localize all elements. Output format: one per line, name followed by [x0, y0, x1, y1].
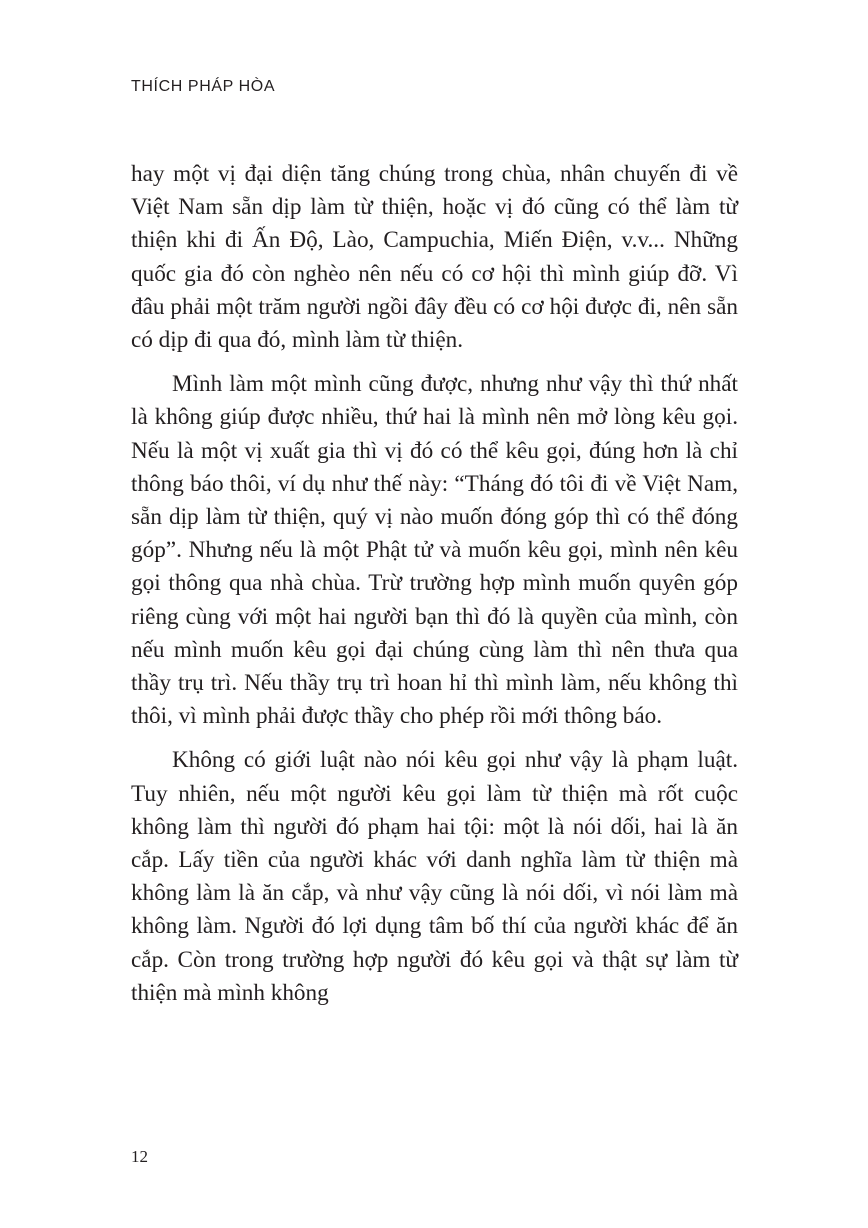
body-text — [131, 158, 738, 1021]
paragraph: hay một vị đại diện tăng chúng trong chùa, nhân chuyến đi về Việt Nam sẵn dịp làm từ thiện, hoặc vị đó cũng có thể làm từ thiện khi đi Ấn Độ, Lào, Campuchia, Miến Điện, v.v... Những quốc gia đó còn nghèo nên nếu có cơ hội thì mình giúp đỡ. Vì đâu phải một trăm người ngồi đây đều có cơ hội được đi, nên sẵn có dịp đi qua đó, mình làm từ thiện. — [131, 161, 738, 354]
page-number: 12 — [131, 1147, 148, 1166]
running-header: THÍCH PHÁP HÒA — [131, 78, 276, 95]
paragraph: Mình làm một mình cũng được, nhưng như vậy thì thứ nhất là không giúp được nhiều, thứ hai là mình nên mở lòng kêu gọi. Nếu là một vị xuất gia thì vị đó có thể kêu gọi, đúng hơn là chỉ thông báo thôi, ví dụ như thế này: “Tháng đó tôi đi về Việt Nam, sẵn dịp làm từ thiện, quý vị nào muốn đóng góp thì có thể đóng góp”. Nhưng nếu là một Phật tử và muốn kêu gọi, mình nên kêu gọi thông qua nhà chùa. Trừ trường hợp mình muốn quyên góp riêng cùng với một hai người bạn thì đó là quyền của mình, còn nếu mình muốn kêu gọi đại chúng cùng làm thì nên thưa qua thầy trụ trì. Nếu thầy trụ trì hoan hỉ thì mình làm, nếu không thì thôi, vì mình phải được thầy cho phép rồi mới thông báo. — [131, 371, 738, 730]
paragraph: Không có giới luật nào nói kêu gọi như vậy là phạm luật. Tuy nhiên, nếu một người kêu gọi làm từ thiện mà rốt cuộc không làm thì người đó phạm hai tội: một là nói dối, hai là ăn cắp. Lấy tiền của người khác với danh nghĩa làm từ thiện mà không làm là ăn cắp, và như vậy cũng là nói dối, vì nói làm mà không làm. Người đó lợi dụng tâm bố thí của người khác để ăn cắp. Còn trong trường hợp người đó kêu gọi và thật sự làm từ thiện mà mình không — [131, 747, 738, 1006]
